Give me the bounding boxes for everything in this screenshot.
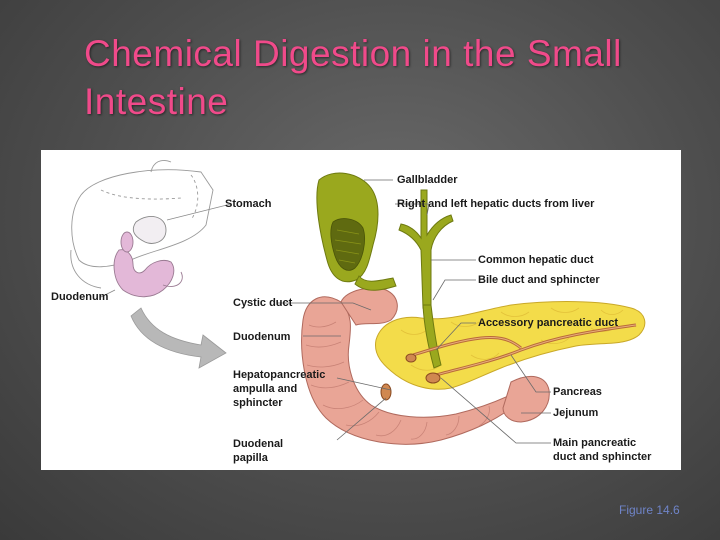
inset-leader-stomach [167,204,231,220]
label-duodenal-papilla [233,437,283,465]
jejunum-shape [503,376,549,422]
label-stomach: Stomach [225,198,272,210]
label-main-pancreatic-duct [553,436,651,464]
label-hepatopancreatic [233,368,325,410]
label-common-hepatic-duct: Common hepatic duct [478,254,594,266]
title-line-1: Chemical Digestion in the Small [84,33,622,74]
label-hepatopancreatic-line2: ampulla and [233,383,298,395]
zoom-arrow [131,308,226,368]
label-duodenum-inset: Duodenum [51,291,109,303]
label-gallbladder: Gallbladder [397,174,458,186]
label-bile-duct: Bile duct and sphincter [478,274,600,286]
figure-caption: Figure 14.6 [619,503,680,517]
label-duodenum: Duodenum [233,331,291,343]
label-main-duct-line2: duct and sphincter [553,451,652,463]
label-hepatopancreatic-line1: Hepatopancreatic [233,369,326,381]
label-accessory-duct: Accessory pancreatic duct [478,317,619,329]
slide-title [84,30,684,126]
title-line-2: Intestine [84,81,229,122]
inset-duodenum [114,250,182,297]
inset-stomach [133,216,166,243]
label-main-duct-line1: Main pancreatic [553,437,637,449]
label-hepatopancreatic-line3: sphincter [233,397,283,409]
inset-gallbladder [121,232,133,252]
label-jejunum: Jejunum [553,407,599,419]
label-duodenal-papilla-line2: papilla [233,452,268,464]
label-hepatic-ducts: Right and left hepatic ducts from liver [397,198,595,210]
label-cystic-duct: Cystic duct [233,297,293,309]
pancreas-shape [375,302,644,390]
label-duodenal-papilla-line1: Duodenal [233,438,284,450]
label-pancreas: Pancreas [553,386,602,398]
anatomy-figure [41,150,681,470]
